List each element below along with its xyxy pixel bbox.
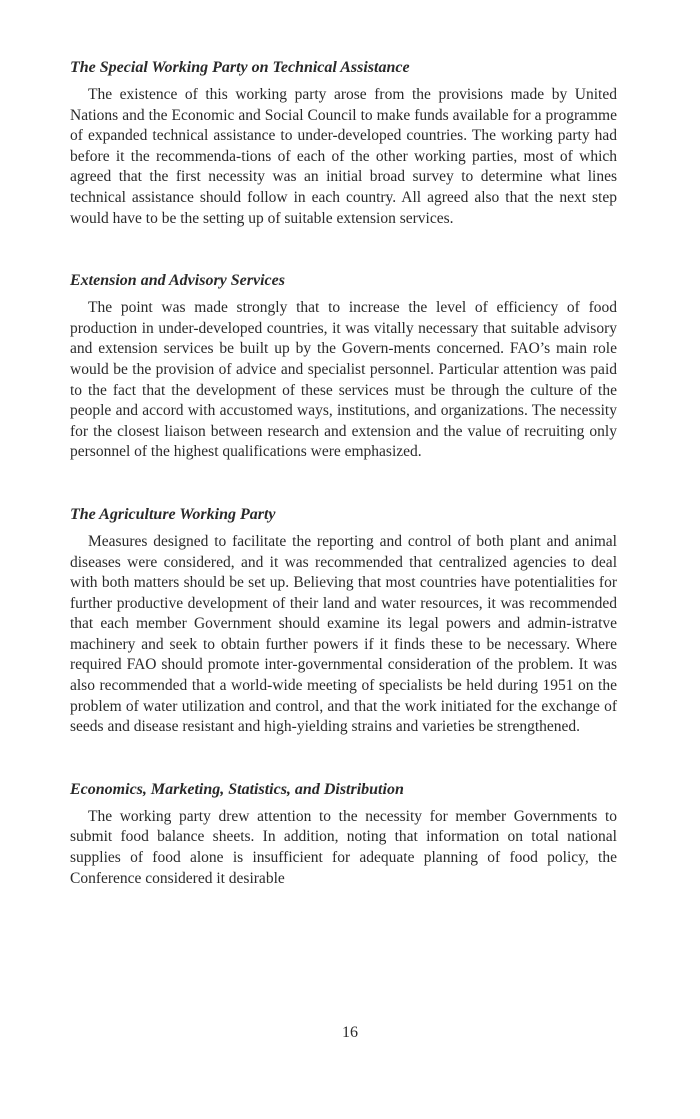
- section-paragraph: The existence of this working party arose from the provisions made by United Nations and the Economic and Social Council to make funds available for a programme of expanded technical assistance to under-developed countries. The working party had before it the recommenda-tions of each of the other working parties, most of which agreed that the first necessity was an initial broad survey to determine what lines technical assistance should follow in each country. All agreed also that the next step would have to be the setting up of suitable extension services.: [70, 86, 617, 227]
- section-heading: The Agriculture Working Party: [70, 505, 276, 523]
- section-economics: [70, 780, 617, 889]
- section-heading: The Special Working Party on Technical Assistance: [70, 59, 410, 76]
- section-heading: Extension and Advisory Services: [70, 272, 285, 290]
- section-paragraph: The working party drew attention to the necessity for member Governments to submit food balance sheets. In addition, noting that information on total national supplies of food alone is insufficient for adequate planning of food policy, the Conference considered it desirable: [70, 807, 617, 887]
- section-paragraph: Measures designed to facilitate the reporting and control of both plant and animal diseases were considered, and it was recommended that centralized agencies to deal with both matters should be set up. Believing that most countries have potentialities for further productive development of their land and water resources, it was recommended that each member Government should examine its legal powers and admin-istratve machinery and seek to obtain further powers if it finds these to be necessary. Where required FAO should promote inter-governmental consideration of the problem. It was also recommended that a world-wide meeting of specialists be held during 1951 on the problem of water utilization and control, and that the work initiated for the exchange of seeds and disease resistant and high-yielding strains and varieties be strengthened.: [70, 532, 617, 736]
- section-technical-assistance: [70, 58, 617, 229]
- section-agriculture: [70, 505, 617, 738]
- section-heading: Economics, Marketing, Statistics, and Distribution: [70, 780, 404, 798]
- page-number: 16: [342, 1024, 358, 1041]
- document-page: [70, 58, 617, 889]
- section-paragraph: The point was made strongly that to increase the level of efficiency of food production in under-developed countries, it was vitally necessary that suitable advisory and extension services be built up by the Govern-ments concerned. FAO’s main role would be the provision of advice and specialist personnel. Particular attention was paid to the fact that the development of these services must be through the culture of the people and accord with accustomed ways, institutions, and organizations. The necessity for the closest liaison between research and extension and the value of recruiting only personnel of the highest qualifications were emphasized.: [70, 299, 617, 461]
- section-extension-advisory: [70, 271, 617, 463]
